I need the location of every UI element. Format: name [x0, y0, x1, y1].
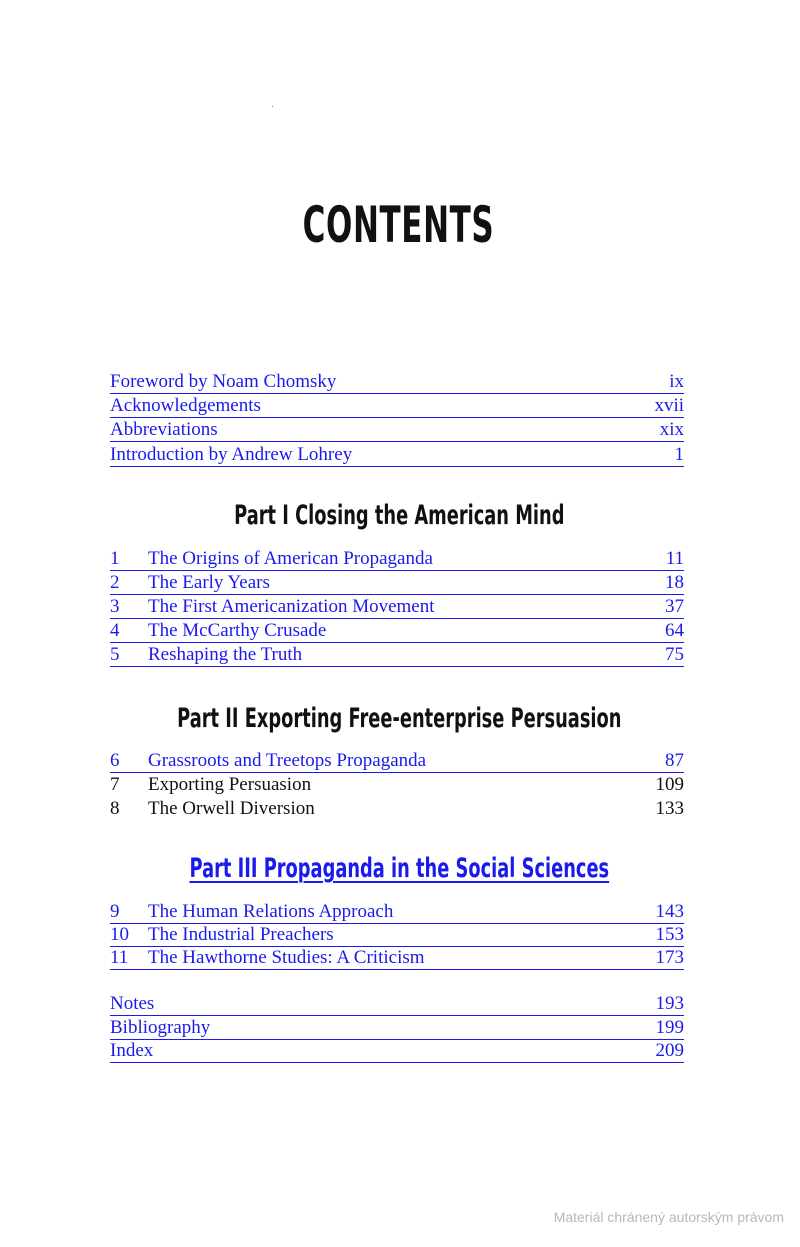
toc-chapter-title: The First Americanization Movement	[148, 596, 435, 617]
toc-entry-label: Abbreviations	[110, 419, 218, 440]
toc-chapter-number: 10	[110, 924, 129, 945]
toc-entry-page: xvii	[654, 395, 684, 416]
toc-chapter-4[interactable]	[110, 620, 684, 643]
toc-chapter-number: 3	[110, 596, 120, 617]
toc-chapter-page: 64	[665, 620, 684, 641]
toc-chapter-6[interactable]	[110, 750, 684, 773]
toc-entry-label: Notes	[110, 993, 155, 1014]
toc-chapter-title: Reshaping the Truth	[148, 644, 303, 665]
toc-entry-page: 193	[655, 993, 684, 1014]
toc-chapter-number: 8	[110, 798, 120, 819]
toc-chapter-page: 173	[655, 947, 684, 968]
toc-entry-bibliography[interactable]	[110, 1017, 684, 1040]
toc-chapter-title: Exporting Persuasion	[148, 774, 312, 795]
stray-dot	[272, 106, 273, 107]
toc-entry-label: Index	[110, 1040, 154, 1061]
part-2-heading: Part II Exporting Free-enterprise Persuasion	[177, 703, 622, 734]
toc-chapter-number: 6	[110, 750, 120, 771]
toc-chapter-title: Grassroots and Treetops Propaganda	[148, 750, 427, 771]
toc-chapter-title: The Human Relations Approach	[148, 901, 394, 922]
toc-chapter-title: The Origins of American Propaganda	[148, 548, 433, 569]
copyright-watermark: Materiál chránený autorským právom	[553, 1209, 784, 1225]
toc-chapter-number: 1	[110, 548, 120, 569]
toc-chapter-page: 18	[665, 572, 684, 593]
toc-entry-index[interactable]	[110, 1040, 684, 1063]
toc-chapter-number: 4	[110, 620, 120, 641]
toc-chapter-7	[110, 774, 684, 796]
toc-entry-page: 199	[655, 1017, 684, 1038]
toc-chapter-title: The McCarthy Crusade	[148, 620, 327, 641]
toc-chapter-title: The Early Years	[148, 572, 270, 593]
toc-chapter-title: The Hawthorne Studies: A Criticism	[148, 947, 425, 968]
toc-chapter-number: 11	[110, 947, 129, 968]
toc-entry-page: 1	[674, 444, 684, 465]
toc-chapter-11[interactable]	[110, 947, 684, 970]
toc-chapter-9[interactable]	[110, 901, 684, 924]
toc-chapter-title: The Orwell Diversion	[148, 798, 315, 819]
toc-entry-label: Acknowledgements	[110, 395, 261, 416]
toc-chapter-number: 7	[110, 774, 120, 795]
toc-chapter-page: 153	[655, 924, 684, 945]
toc-entry-page: xix	[659, 419, 684, 440]
toc-chapter-number: 5	[110, 644, 120, 665]
toc-entry-label: Introduction by Andrew Lohrey	[110, 444, 353, 465]
toc-chapter-title: The Industrial Preachers	[148, 924, 334, 945]
page-title: CONTENTS	[302, 196, 495, 254]
toc-chapter-page: 133	[655, 798, 684, 819]
toc-entry-notes[interactable]	[110, 993, 684, 1016]
part-3-heading[interactable]	[135, 853, 663, 885]
toc-chapter-number: 2	[110, 572, 120, 593]
toc-chapter-page: 75	[665, 644, 684, 665]
toc-entry-label: Bibliography	[110, 1017, 211, 1038]
toc-chapter-page: 11	[665, 548, 684, 569]
toc-entry-introduction[interactable]	[110, 444, 684, 467]
part-1-heading: Part I Closing the American Mind	[234, 500, 565, 531]
toc-chapter-page: 37	[665, 596, 684, 617]
toc-entry-page: ix	[669, 371, 684, 392]
toc-chapter-2[interactable]	[110, 572, 684, 595]
toc-chapter-page: 109	[655, 774, 684, 795]
toc-chapter-8	[110, 798, 684, 820]
toc-chapter-page: 87	[665, 750, 684, 771]
toc-entry-foreword[interactable]	[110, 371, 684, 394]
toc-chapter-5[interactable]	[110, 644, 684, 667]
toc-entry-abbreviations[interactable]	[110, 419, 684, 442]
toc-chapter-page: 143	[655, 901, 684, 922]
toc-entry-label: Foreword by Noam Chomsky	[110, 371, 337, 392]
toc-chapter-3[interactable]	[110, 596, 684, 619]
toc-chapter-1[interactable]	[110, 548, 684, 571]
toc-entry-acknowledgements[interactable]	[110, 395, 684, 418]
part-3-heading-text[interactable]: Part III Propaganda in the Social Sciences	[189, 853, 610, 884]
toc-entry-page: 209	[655, 1040, 684, 1061]
toc-chapter-number: 9	[110, 901, 120, 922]
toc-chapter-10[interactable]	[110, 924, 684, 947]
